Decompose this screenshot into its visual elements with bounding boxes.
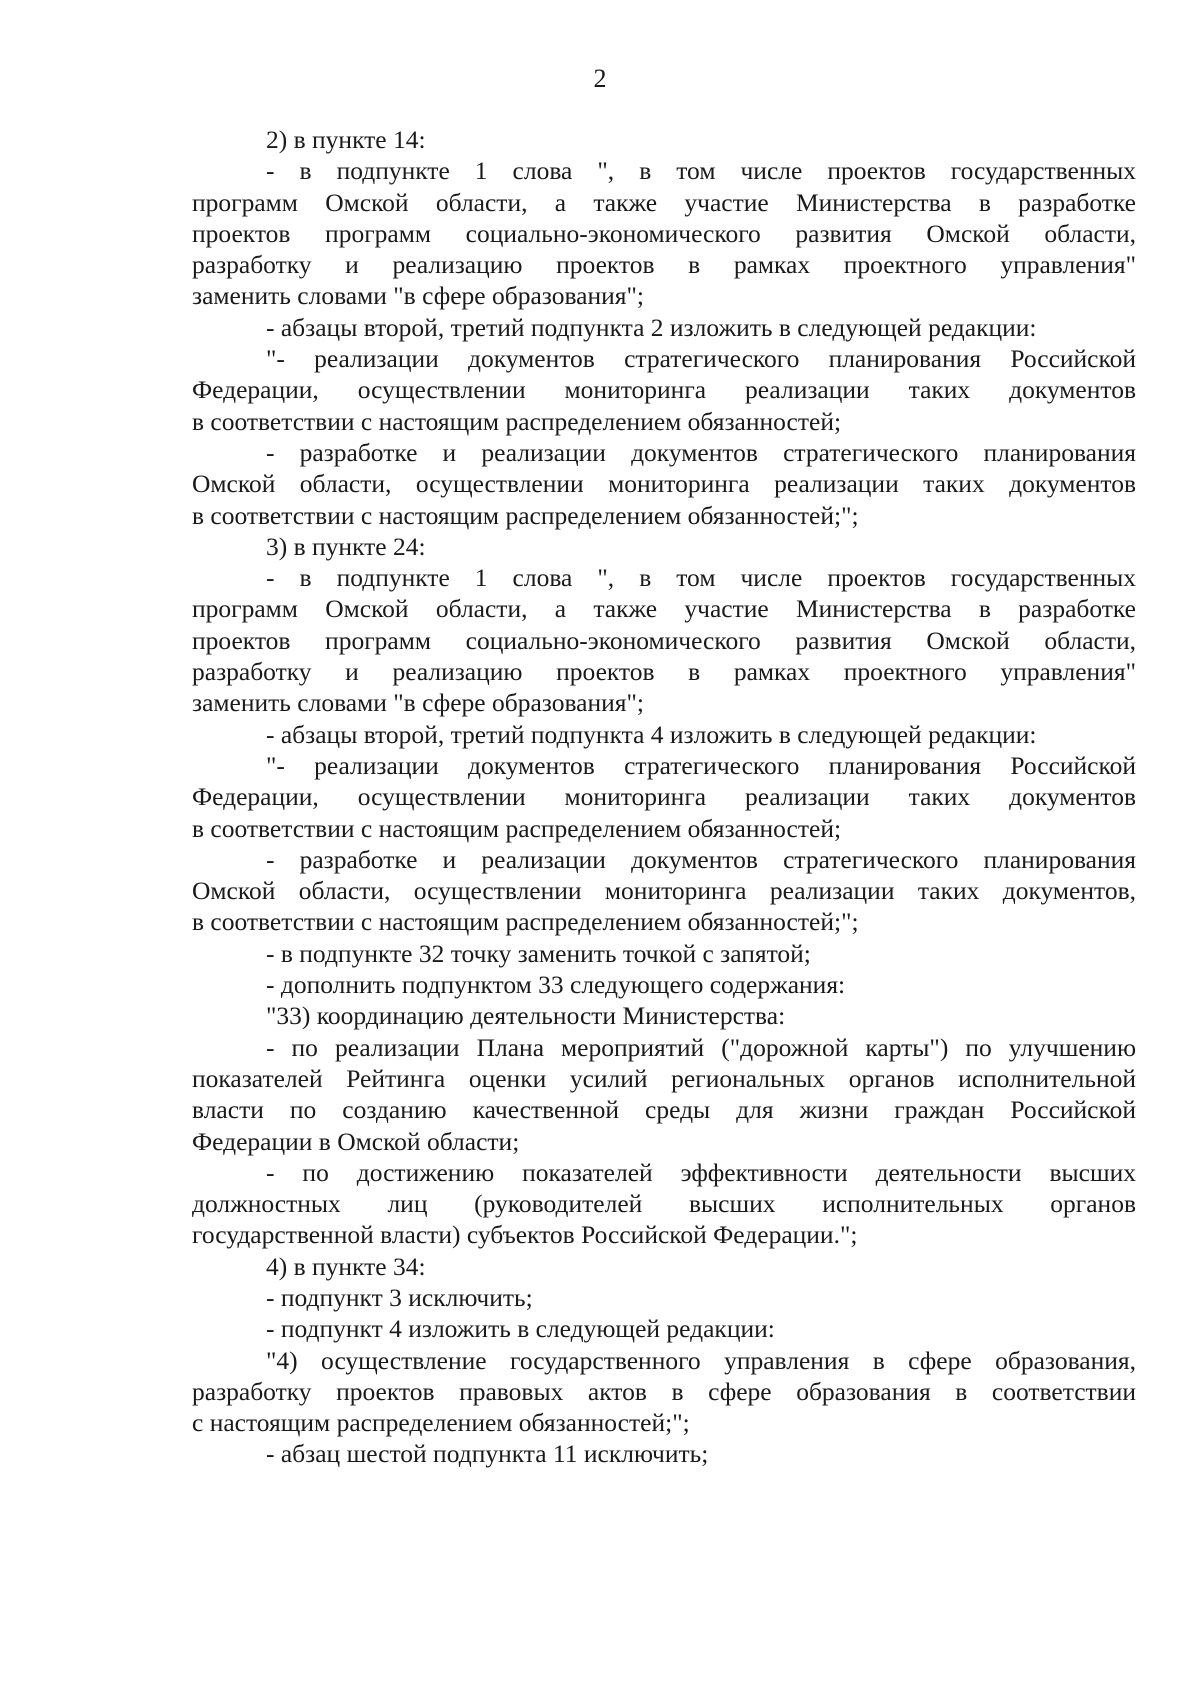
text-line: разработку проектов правовых актов в сфере образования в соответствии	[192, 1376, 1136, 1406]
text-line: 4) в пункте 34:	[266, 1251, 426, 1281]
paragraph	[192, 531, 1136, 562]
text-line: - по достижению показателей эффективности деятельности высших	[266, 1157, 1136, 1187]
paragraph	[192, 844, 1136, 938]
text-line: программ Омской области, а также участие Министерства в разработке	[192, 187, 1136, 217]
paragraph	[192, 1345, 1136, 1439]
text-line: государственной власти) субъектов Российской Федерации.";	[192, 1220, 858, 1250]
paragraph	[192, 1157, 1136, 1251]
text-line: - дополнить подпунктом 33 следующего содержания:	[266, 970, 846, 1000]
paragraph	[192, 1251, 1136, 1282]
paragraph	[192, 312, 1136, 343]
text-line: проектов программ социально-экономического развития Омской области,	[192, 218, 1136, 248]
text-line: "- реализации документов стратегического планирования Российской	[266, 344, 1136, 374]
paragraph	[192, 1313, 1136, 1344]
text-line: в соответствии с настоящим распределением обязанностей;	[192, 813, 842, 843]
paragraph	[192, 1282, 1136, 1313]
paragraph	[192, 750, 1136, 844]
text-line: Омской области, осуществлении мониторинга реализации таких документов	[192, 469, 1136, 499]
paragraph	[192, 343, 1136, 437]
text-line: разработку и реализацию проектов в рамках проектного управления"	[192, 657, 1136, 687]
text-line: программ Омской области, а также участие Министерства в разработке	[192, 594, 1136, 624]
text-line: в соответствии с настоящим распределением обязанностей;";	[192, 907, 859, 937]
paragraph	[192, 124, 1136, 155]
text-line: Омской области, осуществлении мониторинга реализации таких документов,	[192, 876, 1136, 906]
paragraph	[192, 1032, 1136, 1157]
text-line: разработку и реализацию проектов в рамках проектного управления"	[192, 250, 1136, 280]
text-line: - по реализации Плана мероприятий ("дорожной карты") по улучшению	[266, 1032, 1136, 1062]
text-line: "- реализации документов стратегического планирования Российской	[266, 750, 1136, 780]
text-line: 2) в пункте 14:	[266, 125, 426, 154]
text-line: - разработке и реализации документов стратегического планирования	[266, 844, 1136, 874]
text-line: - в подпункте 32 точку заменить точкой с запятой;	[266, 938, 811, 968]
paragraph	[192, 938, 1136, 969]
text-line: Федерации, осуществлении мониторинга реализации таких документов	[192, 782, 1136, 812]
text-line: с настоящим распределением обязанностей;";	[192, 1408, 690, 1438]
text-line: проектов программ социально-экономического развития Омской области,	[192, 625, 1136, 655]
paragraph	[192, 1438, 1136, 1469]
text-line: - абзацы второй, третий подпункта 2 изложить в следующей редакции:	[266, 312, 1037, 342]
document-body	[192, 124, 1136, 1470]
text-line: власти по созданию качественной среды для жизни граждан Российской	[192, 1095, 1136, 1125]
text-line: - абзацы второй, третий подпункта 4 изложить в следующей редакции:	[266, 719, 1037, 749]
text-line: - в подпункте 1 слова ", в том числе проектов государственных	[266, 156, 1136, 186]
paragraph	[192, 969, 1136, 1000]
text-line: "33) координацию деятельности Министерства:	[266, 1001, 786, 1031]
text-line: показателей Рейтинга оценки усилий региональных органов исполнительной	[192, 1063, 1136, 1093]
text-line: - подпункт 4 изложить в следующей редакции:	[266, 1314, 775, 1344]
paragraph	[192, 719, 1136, 750]
text-line: должностных лиц (руководителей высших исполнительных органов	[192, 1189, 1136, 1219]
text-line: - подпункт 3 исключить;	[266, 1282, 533, 1312]
text-line: в соответствии с настоящим распределением обязанностей;	[192, 406, 842, 436]
paragraph	[192, 562, 1136, 718]
text-line: Федерации, осуществлении мониторинга реализации таких документов	[192, 375, 1136, 405]
page-number: 2	[593, 64, 607, 93]
paragraph	[192, 437, 1136, 531]
paragraph	[192, 155, 1136, 311]
text-line: Федерации в Омской области;	[192, 1126, 520, 1156]
text-line: - в подпункте 1 слова ", в том числе проектов государственных	[266, 563, 1136, 593]
text-line: заменить словами "в сфере образования";	[192, 281, 645, 311]
text-line: "4) осуществление государственного управления в сфере образования,	[266, 1345, 1136, 1375]
text-line: заменить словами "в сфере образования";	[192, 688, 645, 718]
paragraph	[192, 1000, 1136, 1031]
text-line: 3) в пункте 24:	[266, 531, 426, 561]
text-line: - абзац шестой подпункта 11 исключить;	[266, 1439, 709, 1469]
text-line: в соответствии с настоящим распределением обязанностей;";	[192, 500, 859, 530]
text-line: - разработке и реализации документов стратегического планирования	[266, 437, 1136, 467]
